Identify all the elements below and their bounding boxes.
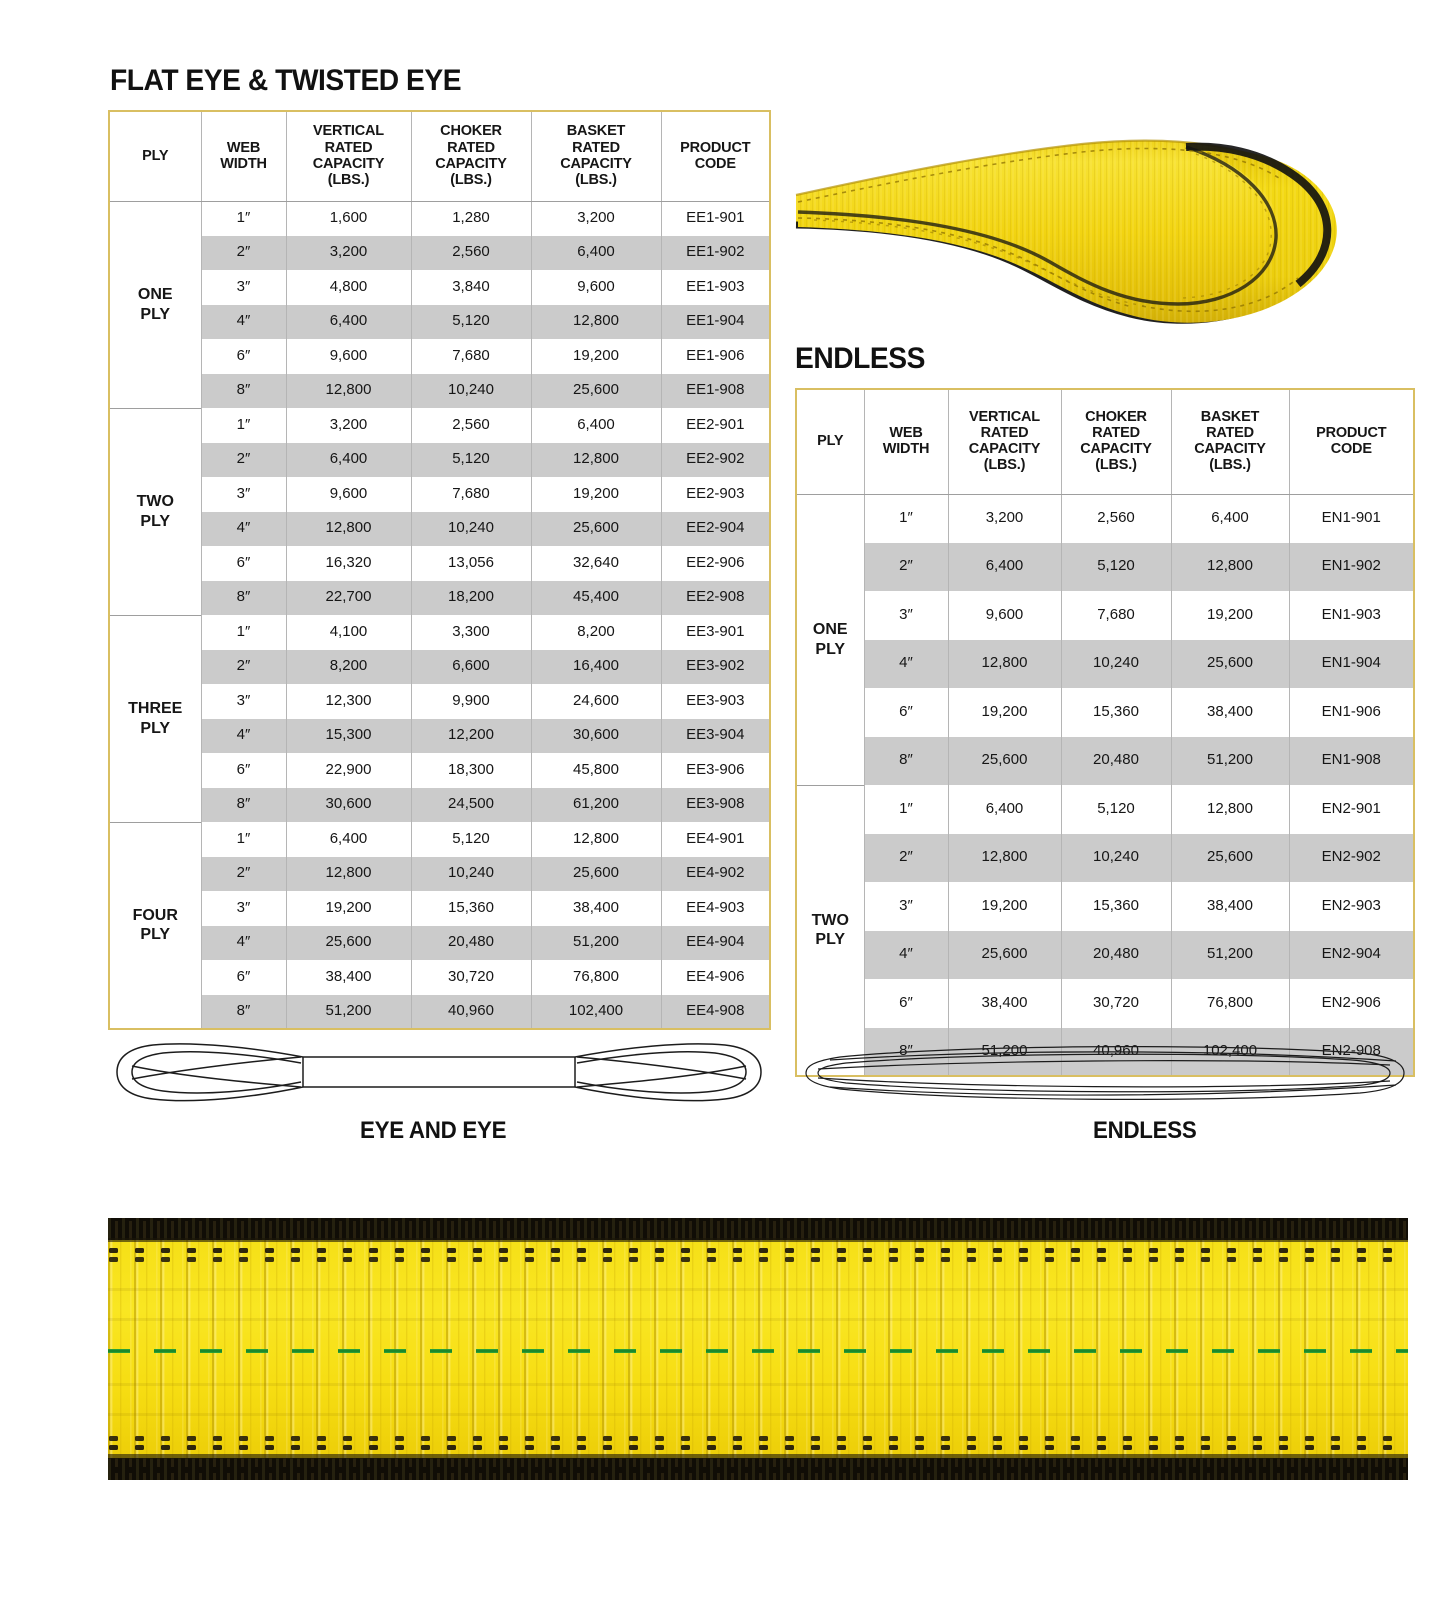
endless-table-body [796, 494, 1414, 1076]
table-row [796, 640, 1414, 689]
cell-product-code: EE1-906 [661, 339, 770, 374]
cell-web-width: 8″ [864, 737, 948, 786]
cell-web-width: 8″ [201, 581, 286, 616]
cell-product-code: EE4-903 [661, 891, 770, 926]
table-row [109, 374, 770, 409]
cell-vertical-rated-capacity: 25,600 [948, 737, 1061, 786]
cell-web-width: 4″ [201, 305, 286, 340]
cell-web-width: 2″ [864, 543, 948, 592]
table-row [109, 408, 770, 443]
table-row [109, 857, 770, 892]
cell-product-code: EN2-901 [1289, 785, 1414, 834]
cell-product-code: EE2-903 [661, 477, 770, 512]
header-line: WIDTH [882, 441, 930, 458]
cell-product-code: EE4-902 [661, 857, 770, 892]
cell-vertical-rated-capacity: 12,800 [286, 512, 411, 547]
cell-basket-rated-capacity: 102,400 [531, 995, 661, 1030]
cell-choker-rated-capacity: 9,900 [411, 684, 531, 719]
cell-product-code: EE3-902 [661, 650, 770, 685]
cell-basket-rated-capacity: 51,200 [1171, 931, 1289, 980]
cell-choker-rated-capacity: 40,960 [411, 995, 531, 1030]
cell-product-code: EN1-903 [1289, 591, 1414, 640]
table-row [796, 494, 1414, 543]
ply-group-label [109, 615, 201, 822]
cell-vertical-rated-capacity: 22,700 [286, 581, 411, 616]
cell-basket-rated-capacity: 12,800 [531, 443, 661, 478]
cell-basket-rated-capacity: 12,800 [531, 822, 661, 857]
cell-web-width: 1″ [201, 822, 286, 857]
header-line: WIDTH [220, 155, 267, 172]
header-line: CAPACITY [1194, 441, 1266, 458]
cell-product-code: EE3-908 [661, 788, 770, 823]
flat-eye-table-body [109, 201, 770, 1029]
cell-web-width: 4″ [201, 926, 286, 961]
cell-product-code: EE3-904 [661, 719, 770, 754]
ply-label-line: TWO [136, 493, 174, 511]
ply-label-line: PLY [140, 305, 171, 323]
cell-vertical-rated-capacity: 51,200 [948, 1028, 1061, 1077]
cell-vertical-rated-capacity: 9,600 [286, 339, 411, 374]
cell-choker-rated-capacity: 18,200 [411, 581, 531, 616]
cell-basket-rated-capacity: 6,400 [531, 236, 661, 271]
cell-web-width: 3″ [201, 477, 286, 512]
cell-choker-rated-capacity: 10,240 [1061, 834, 1171, 883]
cell-product-code: EN1-904 [1289, 640, 1414, 689]
cell-choker-rated-capacity: 12,200 [411, 719, 531, 754]
cell-product-code: EE2-901 [661, 408, 770, 443]
table-row [109, 926, 770, 961]
table-row [109, 788, 770, 823]
cell-choker-rated-capacity: 1,280 [411, 201, 531, 236]
cell-product-code: EE2-906 [661, 546, 770, 581]
endless-capacity-table [795, 388, 1415, 1077]
cell-product-code: EN1-901 [1289, 494, 1414, 543]
cell-choker-rated-capacity: 6,600 [411, 650, 531, 685]
cell-vertical-rated-capacity: 38,400 [948, 979, 1061, 1028]
cell-web-width: 8″ [201, 788, 286, 823]
cell-vertical-rated-capacity: 30,600 [286, 788, 411, 823]
ply-group-label [109, 408, 201, 615]
cell-web-width: 3″ [201, 270, 286, 305]
ply-label-line: FOUR [132, 907, 178, 925]
cell-web-width: 1″ [201, 201, 286, 236]
col-header-choker-rated-capacity [411, 111, 531, 201]
ply-label-line: PLY [815, 931, 846, 949]
table-row [796, 785, 1414, 834]
table-row [109, 615, 770, 650]
cell-basket-rated-capacity: 19,200 [1171, 591, 1289, 640]
cell-vertical-rated-capacity: 9,600 [948, 591, 1061, 640]
cell-web-width: 3″ [864, 882, 948, 931]
cell-choker-rated-capacity: 10,240 [411, 374, 531, 409]
cell-product-code: EE1-901 [661, 201, 770, 236]
header-line: WEB [889, 425, 923, 442]
table-row [796, 688, 1414, 737]
cell-choker-rated-capacity: 30,720 [1061, 979, 1171, 1028]
table-row [109, 822, 770, 857]
cell-choker-rated-capacity: 40,960 [1061, 1028, 1171, 1077]
webbing-close-up-photo [108, 1218, 1408, 1480]
cell-choker-rated-capacity: 3,840 [411, 270, 531, 305]
cell-product-code: EN2-902 [1289, 834, 1414, 883]
cell-choker-rated-capacity: 7,680 [1061, 591, 1171, 640]
cell-product-code: EE4-906 [661, 960, 770, 995]
cell-vertical-rated-capacity: 4,100 [286, 615, 411, 650]
table-row [109, 650, 770, 685]
cell-basket-rated-capacity: 45,400 [531, 581, 661, 616]
cell-web-width: 2″ [201, 650, 286, 685]
col-header-product-code [1289, 389, 1414, 494]
cell-product-code: EN2-906 [1289, 979, 1414, 1028]
table-row [109, 443, 770, 478]
cell-product-code: EE3-906 [661, 753, 770, 788]
cell-choker-rated-capacity: 7,680 [411, 477, 531, 512]
cell-web-width: 6″ [864, 979, 948, 1028]
cell-basket-rated-capacity: 38,400 [1171, 882, 1289, 931]
header-line: VERTICAL [313, 123, 384, 140]
cell-web-width: 2″ [201, 236, 286, 271]
table-row [109, 546, 770, 581]
cell-product-code: EN2-903 [1289, 882, 1414, 931]
cell-web-width: 1″ [864, 494, 948, 543]
header-line: CAPACITY [435, 155, 507, 172]
cell-web-width: 3″ [864, 591, 948, 640]
table-row [796, 834, 1414, 883]
table-row [109, 995, 770, 1030]
header-line: (LBS.) [575, 171, 617, 188]
col-header-web-width [201, 111, 286, 201]
cell-basket-rated-capacity: 45,800 [531, 753, 661, 788]
col-header-basket-rated-capacity [1171, 389, 1289, 494]
cell-product-code: EE1-904 [661, 305, 770, 340]
header-line: (LBS.) [1209, 457, 1251, 474]
table-row [109, 236, 770, 271]
cell-choker-rated-capacity: 20,480 [1061, 931, 1171, 980]
cell-basket-rated-capacity: 19,200 [531, 477, 661, 512]
cell-web-width: 4″ [201, 719, 286, 754]
cell-web-width: 4″ [864, 640, 948, 689]
cell-choker-rated-capacity: 24,500 [411, 788, 531, 823]
cell-choker-rated-capacity: 10,240 [411, 512, 531, 547]
cell-choker-rated-capacity: 10,240 [1061, 640, 1171, 689]
cell-web-width: 6″ [864, 688, 948, 737]
eye-and-eye-diagram-label: EYE AND EYE [360, 1117, 507, 1144]
cell-web-width: 1″ [864, 785, 948, 834]
ply-label-line: ONE [812, 621, 848, 639]
endless-diagram-label: ENDLESS [1093, 1117, 1197, 1144]
cell-basket-rated-capacity: 38,400 [1171, 688, 1289, 737]
header-line: RATED [447, 139, 495, 156]
table-row [109, 339, 770, 374]
cell-product-code: EE1-903 [661, 270, 770, 305]
cell-product-code: EE1-908 [661, 374, 770, 409]
table-row [109, 684, 770, 719]
col-header-product-code [661, 111, 770, 201]
cell-vertical-rated-capacity: 12,300 [286, 684, 411, 719]
cell-basket-rated-capacity: 8,200 [531, 615, 661, 650]
cell-vertical-rated-capacity: 25,600 [286, 926, 411, 961]
cell-product-code: EE2-904 [661, 512, 770, 547]
ply-group-label [796, 494, 864, 785]
ply-label-line: ONE [137, 286, 173, 304]
cell-vertical-rated-capacity: 19,200 [286, 891, 411, 926]
col-header-ply: PLY [796, 389, 864, 494]
endless-section-title: ENDLESS [795, 342, 925, 375]
cell-basket-rated-capacity: 16,400 [531, 650, 661, 685]
header-line: CHOKER [440, 123, 502, 140]
flat-eye-section-title: FLAT EYE & TWISTED EYE [110, 64, 462, 97]
header-line: VERTICAL [969, 408, 1040, 425]
cell-product-code: EE3-901 [661, 615, 770, 650]
cell-product-code: EN2-904 [1289, 931, 1414, 980]
cell-product-code: EE2-908 [661, 581, 770, 616]
header-line: BASKET [1200, 408, 1260, 425]
ply-label-line: PLY [815, 640, 846, 658]
cell-vertical-rated-capacity: 6,400 [948, 785, 1061, 834]
cell-vertical-rated-capacity: 4,800 [286, 270, 411, 305]
cell-basket-rated-capacity: 12,800 [1171, 785, 1289, 834]
table-row [796, 931, 1414, 980]
cell-vertical-rated-capacity: 12,800 [286, 857, 411, 892]
header-line: (LBS.) [1095, 457, 1137, 474]
cell-product-code: EN1-906 [1289, 688, 1414, 737]
cell-vertical-rated-capacity: 3,200 [286, 236, 411, 271]
ply-label-line: PLY [140, 719, 171, 737]
cell-vertical-rated-capacity: 25,600 [948, 931, 1061, 980]
cell-web-width: 4″ [201, 512, 286, 547]
cell-basket-rated-capacity: 12,800 [1171, 543, 1289, 592]
table-row [796, 882, 1414, 931]
cell-web-width: 4″ [864, 931, 948, 980]
table-row [796, 591, 1414, 640]
ply-group-label [796, 785, 864, 1076]
cell-web-width: 1″ [201, 408, 286, 443]
table-row [109, 581, 770, 616]
cell-choker-rated-capacity: 7,680 [411, 339, 531, 374]
cell-basket-rated-capacity: 76,800 [1171, 979, 1289, 1028]
header-line: (LBS.) [983, 457, 1026, 474]
header-line: PRODUCT [680, 139, 751, 156]
cell-choker-rated-capacity: 5,120 [411, 822, 531, 857]
cell-basket-rated-capacity: 24,600 [531, 684, 661, 719]
cell-vertical-rated-capacity: 51,200 [286, 995, 411, 1030]
cell-web-width: 2″ [201, 443, 286, 478]
col-header-ply: PLY [109, 111, 201, 201]
cell-product-code: EE3-903 [661, 684, 770, 719]
cell-choker-rated-capacity: 15,360 [1061, 882, 1171, 931]
cell-basket-rated-capacity: 6,400 [1171, 494, 1289, 543]
header-line: RATED [572, 139, 620, 156]
header-line: CODE [694, 155, 736, 172]
col-header-vertical-rated-capacity [948, 389, 1061, 494]
table-row [109, 305, 770, 340]
cell-choker-rated-capacity: 15,360 [411, 891, 531, 926]
table-row [109, 719, 770, 754]
header-line: CAPACITY [312, 155, 385, 172]
col-header-basket-rated-capacity [531, 111, 661, 201]
cell-basket-rated-capacity: 51,200 [531, 926, 661, 961]
cell-product-code: EE4-908 [661, 995, 770, 1030]
cell-product-code: EN1-902 [1289, 543, 1414, 592]
ply-label-line: TWO [811, 912, 849, 930]
table-row [109, 201, 770, 236]
cell-vertical-rated-capacity: 3,200 [286, 408, 411, 443]
header-line: RATED [980, 425, 1029, 442]
cell-basket-rated-capacity: 38,400 [531, 891, 661, 926]
ply-label-line: PLY [140, 512, 171, 530]
cell-basket-rated-capacity: 25,600 [1171, 640, 1289, 689]
cell-basket-rated-capacity: 9,600 [531, 270, 661, 305]
col-header-vertical-rated-capacity [286, 111, 411, 201]
cell-basket-rated-capacity: 6,400 [531, 408, 661, 443]
cell-web-width: 1″ [201, 615, 286, 650]
cell-vertical-rated-capacity: 6,400 [286, 822, 411, 857]
cell-choker-rated-capacity: 2,560 [1061, 494, 1171, 543]
cell-choker-rated-capacity: 2,560 [411, 236, 531, 271]
cell-web-width: 2″ [864, 834, 948, 883]
cell-basket-rated-capacity: 25,600 [531, 857, 661, 892]
cell-basket-rated-capacity: 32,640 [531, 546, 661, 581]
header-line: RATED [1206, 425, 1254, 442]
header-line: CAPACITY [1080, 441, 1152, 458]
header-line: PRODUCT [1316, 425, 1387, 442]
flat-eye-capacity-table [108, 110, 771, 1030]
table-row [796, 543, 1414, 592]
cell-choker-rated-capacity: 20,480 [411, 926, 531, 961]
table-row [109, 891, 770, 926]
cell-basket-rated-capacity: 30,600 [531, 719, 661, 754]
cell-basket-rated-capacity: 25,600 [531, 512, 661, 547]
cell-basket-rated-capacity: 25,600 [1171, 834, 1289, 883]
header-line: CAPACITY [968, 441, 1041, 458]
cell-vertical-rated-capacity: 6,400 [286, 443, 411, 478]
header-line: BASKET [566, 123, 626, 140]
cell-product-code: EE4-901 [661, 822, 770, 857]
cell-vertical-rated-capacity: 12,800 [948, 834, 1061, 883]
cell-choker-rated-capacity: 5,120 [411, 305, 531, 340]
table-row [109, 270, 770, 305]
cell-vertical-rated-capacity: 12,800 [948, 640, 1061, 689]
cell-basket-rated-capacity: 19,200 [531, 339, 661, 374]
table-row [109, 960, 770, 995]
header-line: CHOKER [1085, 408, 1147, 425]
cell-vertical-rated-capacity: 16,320 [286, 546, 411, 581]
cell-vertical-rated-capacity: 22,900 [286, 753, 411, 788]
col-header-choker-rated-capacity [1061, 389, 1171, 494]
cell-web-width: 8″ [201, 995, 286, 1030]
cell-choker-rated-capacity: 15,360 [1061, 688, 1171, 737]
cell-web-width: 2″ [201, 857, 286, 892]
cell-web-width: 6″ [201, 339, 286, 374]
cell-vertical-rated-capacity: 6,400 [948, 543, 1061, 592]
cell-basket-rated-capacity: 3,200 [531, 201, 661, 236]
cell-vertical-rated-capacity: 15,300 [286, 719, 411, 754]
cell-vertical-rated-capacity: 1,600 [286, 201, 411, 236]
cell-web-width: 6″ [201, 753, 286, 788]
cell-vertical-rated-capacity: 6,400 [286, 305, 411, 340]
cell-basket-rated-capacity: 76,800 [531, 960, 661, 995]
cell-choker-rated-capacity: 20,480 [1061, 737, 1171, 786]
cell-web-width: 6″ [201, 960, 286, 995]
cell-vertical-rated-capacity: 9,600 [286, 477, 411, 512]
eye-and-eye-sling-diagram [105, 1035, 775, 1110]
cell-web-width: 3″ [201, 684, 286, 719]
header-line: CAPACITY [560, 155, 632, 172]
cell-choker-rated-capacity: 5,120 [1061, 543, 1171, 592]
cell-web-width: 8″ [864, 1028, 948, 1077]
ply-label-line: THREE [128, 700, 183, 718]
cell-basket-rated-capacity: 61,200 [531, 788, 661, 823]
header-line: WEB [226, 139, 261, 156]
table-row [109, 753, 770, 788]
cell-vertical-rated-capacity: 12,800 [286, 374, 411, 409]
cell-basket-rated-capacity: 12,800 [531, 305, 661, 340]
cell-basket-rated-capacity: 102,400 [1171, 1028, 1289, 1077]
header-line: CODE [1330, 441, 1372, 458]
header-line: (LBS.) [450, 171, 492, 188]
cell-product-code: EE4-904 [661, 926, 770, 961]
table-row [796, 979, 1414, 1028]
col-header-web-width [864, 389, 948, 494]
cell-basket-rated-capacity: 51,200 [1171, 737, 1289, 786]
table-row [109, 477, 770, 512]
web-sling-loop-photo [782, 92, 1418, 342]
cell-basket-rated-capacity: 25,600 [531, 374, 661, 409]
table-row [796, 737, 1414, 786]
cell-choker-rated-capacity: 13,056 [411, 546, 531, 581]
ply-group-label [109, 201, 201, 408]
cell-choker-rated-capacity: 30,720 [411, 960, 531, 995]
cell-product-code: EN1-908 [1289, 737, 1414, 786]
cell-vertical-rated-capacity: 19,200 [948, 688, 1061, 737]
endless-sling-diagram [800, 1035, 1415, 1110]
cell-vertical-rated-capacity: 8,200 [286, 650, 411, 685]
cell-web-width: 8″ [201, 374, 286, 409]
table-row [109, 512, 770, 547]
cell-product-code: EN2-908 [1289, 1028, 1414, 1077]
header-line: RATED [324, 139, 373, 156]
cell-choker-rated-capacity: 2,560 [411, 408, 531, 443]
cell-choker-rated-capacity: 3,300 [411, 615, 531, 650]
cell-web-width: 3″ [201, 891, 286, 926]
cell-product-code: EE2-902 [661, 443, 770, 478]
ply-label-line: PLY [140, 926, 171, 944]
header-line: (LBS.) [327, 171, 370, 188]
header-line: RATED [1092, 425, 1140, 442]
cell-choker-rated-capacity: 18,300 [411, 753, 531, 788]
cell-web-width: 6″ [201, 546, 286, 581]
cell-vertical-rated-capacity: 3,200 [948, 494, 1061, 543]
cell-choker-rated-capacity: 5,120 [411, 443, 531, 478]
cell-vertical-rated-capacity: 38,400 [286, 960, 411, 995]
ply-group-label [109, 822, 201, 1029]
cell-product-code: EE1-902 [661, 236, 770, 271]
cell-choker-rated-capacity: 5,120 [1061, 785, 1171, 834]
cell-choker-rated-capacity: 10,240 [411, 857, 531, 892]
cell-vertical-rated-capacity: 19,200 [948, 882, 1061, 931]
